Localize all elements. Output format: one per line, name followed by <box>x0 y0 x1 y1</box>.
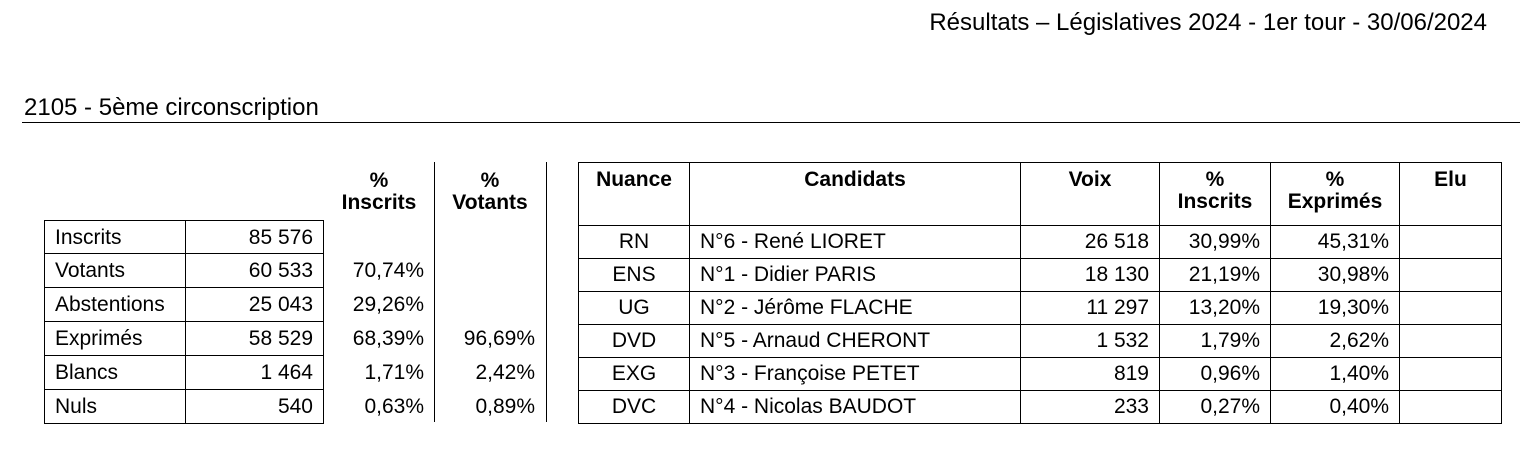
candidate-nuance: RN <box>579 226 690 259</box>
header-pct-votants <box>440 170 540 214</box>
column-divider <box>546 162 547 422</box>
candidate-pct-exprimes: 2,62% <box>1271 325 1400 358</box>
candidate-row <box>579 292 1502 325</box>
candidate-votes: 11 297 <box>1021 292 1160 325</box>
candidate-pct-exprimes: 0,40% <box>1271 391 1400 424</box>
candidate-pct-inscrits: 13,20% <box>1160 292 1271 325</box>
stats-pct-votants: 0,89% <box>475 395 535 418</box>
candidate-row <box>579 391 1502 424</box>
candidate-row <box>579 259 1502 292</box>
stats-label: Nuls <box>44 390 186 424</box>
candidate-votes: 18 130 <box>1021 259 1160 292</box>
header-pct-symbol: % <box>1325 168 1345 191</box>
candidate-elected <box>1400 259 1502 292</box>
title-underline <box>22 122 1520 123</box>
stats-row <box>44 356 324 390</box>
candidate-nuance: DVC <box>579 391 690 424</box>
stats-value: 540 <box>186 390 324 424</box>
stats-value: 58 529 <box>186 322 324 356</box>
stats-pct-inscrits: 29,26% <box>352 293 424 316</box>
candidate-name: N°6 - René LIORET <box>690 226 1021 259</box>
document-title: Résultats – Législatives 2024 - 1er tour - 30/06/2024 <box>929 9 1487 36</box>
header-pct-label: Inscrits <box>341 191 417 214</box>
candidate-pct-inscrits: 1,79% <box>1160 325 1271 358</box>
candidate-pct-exprimes: 30,98% <box>1271 259 1400 292</box>
header-pct-label: Inscrits <box>1177 190 1253 213</box>
stats-pct-votants <box>440 288 535 322</box>
stats-pct-votants <box>440 254 535 288</box>
column-divider <box>434 162 435 422</box>
candidate-nuance: UG <box>579 292 690 325</box>
candidate-name: N°5 - Arnaud CHERONT <box>690 325 1021 358</box>
header-pct-exprimes <box>1271 163 1400 226</box>
candidate-name: N°3 - Françoise PETET <box>690 358 1021 391</box>
stats-row <box>44 220 324 254</box>
header-elu: Elu <box>1400 163 1502 226</box>
stats-pct-inscrits <box>329 220 424 254</box>
stats-pct-inscrits: 68,39% <box>352 327 424 350</box>
candidate-nuance: DVD <box>579 325 690 358</box>
candidate-name: N°1 - Didier PARIS <box>690 259 1021 292</box>
candidate-elected <box>1400 292 1502 325</box>
candidate-name: N°4 - Nicolas BAUDOT <box>690 391 1021 424</box>
stats-label: Inscrits <box>44 220 186 254</box>
stats-value: 60 533 <box>186 254 324 288</box>
candidates-header-row <box>579 163 1502 226</box>
header-pct-label: Votants <box>452 191 528 214</box>
candidates-rows <box>579 226 1502 424</box>
circonscription-title: 2105 - 5ème circonscription <box>24 94 319 121</box>
candidate-pct-exprimes: 1,40% <box>1271 358 1400 391</box>
header-pct-symbol: % <box>480 169 500 192</box>
stats-pct-votants <box>440 220 535 254</box>
stats-row <box>44 254 324 288</box>
candidate-elected <box>1400 226 1502 259</box>
stats-value: 1 464 <box>186 356 324 390</box>
candidate-elected <box>1400 358 1502 391</box>
header-voix: Voix <box>1021 163 1160 226</box>
stats-row <box>44 288 324 322</box>
candidate-votes: 26 518 <box>1021 226 1160 259</box>
stats-label: Exprimés <box>44 322 186 356</box>
header-pct-label: Exprimés <box>1287 190 1383 213</box>
stats-row <box>44 322 324 356</box>
header-nuance: Nuance <box>579 163 690 226</box>
stats-pct-inscrits: 1,71% <box>364 361 424 384</box>
candidate-pct-inscrits: 30,99% <box>1160 226 1271 259</box>
header-pct-symbol: % <box>1205 168 1225 191</box>
header-candidats: Candidats <box>690 163 1021 226</box>
candidate-pct-inscrits: 0,96% <box>1160 358 1271 391</box>
candidate-row <box>579 358 1502 391</box>
candidate-nuance: ENS <box>579 259 690 292</box>
stats-pct-votants: 2,42% <box>475 361 535 384</box>
candidate-votes: 1 532 <box>1021 325 1160 358</box>
candidate-pct-exprimes: 19,30% <box>1271 292 1400 325</box>
candidate-elected <box>1400 325 1502 358</box>
stats-pct-votants: 96,69% <box>463 327 535 350</box>
stats-value: 25 043 <box>186 288 324 322</box>
candidate-name: N°2 - Jérôme FLACHE <box>690 292 1021 325</box>
stats-label: Abstentions <box>44 288 186 322</box>
stats-row <box>44 390 324 424</box>
header-pct-inscrits <box>1160 163 1271 226</box>
stats-value: 85 576 <box>186 220 324 254</box>
candidate-row <box>579 325 1502 358</box>
header-pct-symbol: % <box>369 169 389 192</box>
candidate-elected <box>1400 391 1502 424</box>
candidate-pct-inscrits: 0,27% <box>1160 391 1271 424</box>
candidates-table <box>578 162 1501 422</box>
candidate-votes: 233 <box>1021 391 1160 424</box>
candidate-pct-exprimes: 45,31% <box>1271 226 1400 259</box>
candidate-row <box>579 226 1502 259</box>
stats-pct-inscrits: 0,63% <box>364 395 424 418</box>
candidate-votes: 819 <box>1021 358 1160 391</box>
stats-label: Blancs <box>44 356 186 390</box>
candidate-nuance: EXG <box>579 358 690 391</box>
candidate-pct-inscrits: 21,19% <box>1160 259 1271 292</box>
stats-pct-inscrits: 70,74% <box>352 259 424 282</box>
stats-label: Votants <box>44 254 186 288</box>
header-pct-inscrits <box>329 170 429 214</box>
